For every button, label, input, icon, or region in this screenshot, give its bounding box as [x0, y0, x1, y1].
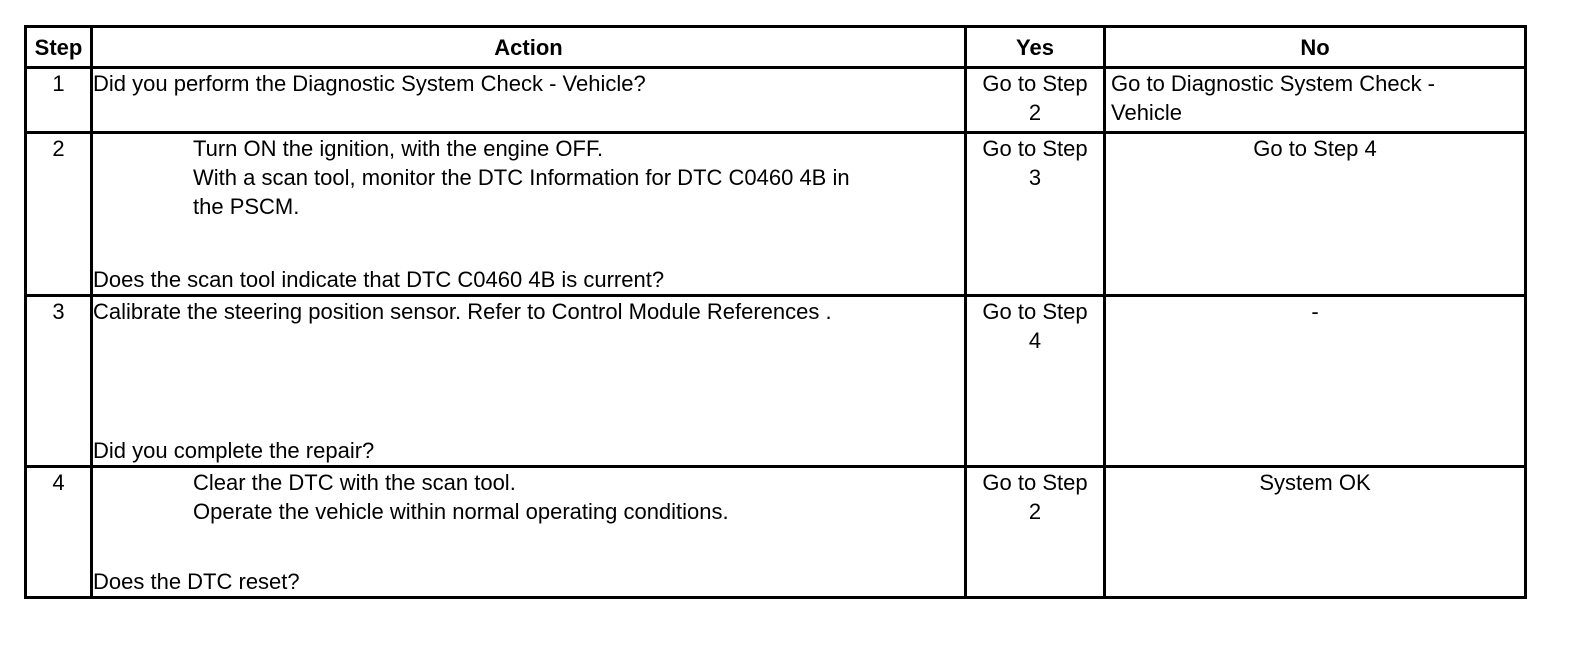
header-yes: Yes: [966, 27, 1105, 68]
header-step: Step: [26, 27, 92, 68]
header-row: [26, 27, 1526, 68]
action-cell: [92, 133, 966, 296]
no-text: -: [1311, 299, 1319, 324]
yes-step: 2: [1028, 100, 1042, 125]
table-row: [26, 68, 1526, 133]
yes-text: Go to Step: [982, 299, 1088, 324]
yes-text: Go to Step: [982, 136, 1088, 161]
no-cell: [1105, 296, 1526, 467]
no-text: Go to Step 4: [1253, 136, 1377, 161]
yes-step: 4: [1028, 328, 1042, 353]
header-action: Action: [92, 27, 966, 68]
no-cell: [1105, 68, 1526, 133]
table-row: [26, 133, 1526, 296]
action-line: Turn ON the ignition, with the engine OFF.: [193, 136, 604, 161]
yes-text: Go to Step: [982, 470, 1088, 495]
action-substeps: [93, 468, 964, 526]
action-question: Did you complete the repair?: [93, 438, 375, 463]
no-text: Go to Diagnostic System Check -: [1111, 71, 1436, 96]
yes-step: 3: [1028, 165, 1042, 190]
no-text: System OK: [1259, 470, 1371, 495]
yes-cell: [966, 68, 1105, 133]
action-line: Operate the vehicle within normal operating conditions.: [193, 499, 729, 524]
no-cell: [1105, 133, 1526, 296]
step-number: 2: [26, 133, 92, 296]
action-line: With a scan tool, monitor the DTC Information for DTC C0460 4B in: [193, 165, 850, 190]
action-substeps: [93, 134, 964, 221]
no-cell: [1105, 467, 1526, 598]
step-number: 3: [26, 296, 92, 467]
yes-cell: [966, 133, 1105, 296]
action-question: Did you perform the Diagnostic System Check - Vehicle?: [93, 71, 646, 96]
diagnostic-table: [24, 25, 1527, 599]
header-no: No: [1105, 27, 1526, 68]
table-row: [26, 296, 1526, 467]
action-line: Calibrate the steering position sensor. Refer to Control Module References .: [93, 299, 832, 324]
step-number: 4: [26, 467, 92, 598]
action-cell: [92, 467, 966, 598]
yes-cell: [966, 296, 1105, 467]
action-cell: [92, 296, 966, 467]
table-row: [26, 467, 1526, 598]
yes-text: Go to Step: [982, 71, 1088, 96]
no-text-cont: Vehicle: [1111, 100, 1182, 125]
action-question: Does the scan tool indicate that DTC C0460 4B is current?: [93, 267, 665, 292]
action-cell: [92, 68, 966, 133]
step-number: 1: [26, 68, 92, 133]
action-line: the PSCM.: [193, 194, 300, 219]
action-question: Does the DTC reset?: [93, 569, 300, 594]
action-line: Clear the DTC with the scan tool.: [193, 470, 516, 495]
yes-cell: [966, 467, 1105, 598]
yes-step: 2: [1028, 499, 1042, 524]
